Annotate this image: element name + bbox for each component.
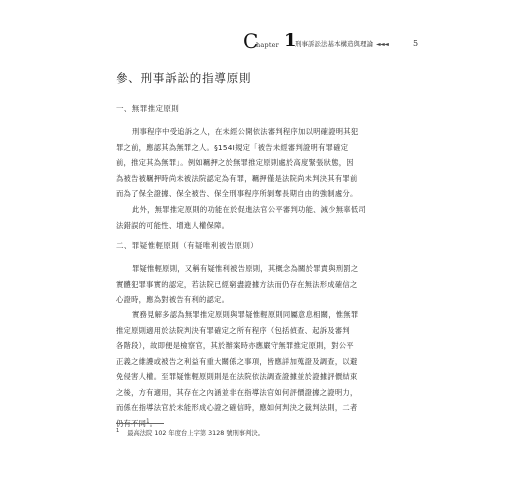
- paragraph-presumption-2: [116, 202, 406, 233]
- footnote-divider: [116, 423, 164, 424]
- sentence-end: 。: [149, 418, 158, 428]
- text-line: 刑事程序中受追訴之人，在未經公開依法審判程序加以明確證明其犯: [132, 127, 359, 136]
- chapter-number: 1: [284, 30, 297, 51]
- chapter-title-text: 刑事訴訟法基本構造與理論: [295, 40, 373, 48]
- chapter-title: [295, 39, 388, 48]
- section-title: 參、刑事訴訟的指導原則: [116, 71, 252, 85]
- text-line: 罪疑惟輕原則，又稱有疑惟利被告原則，其概念為關於罪責與刑罰之: [132, 264, 359, 273]
- footnote: [116, 428, 264, 437]
- text-line: 前，推定其為無罪」。例如羈押之於無罪推定原則處於高度緊張狀態，因: [116, 158, 354, 167]
- text-line: 此外，無罪推定原則的功能在於促進法官公平審判功能、減少無辜低司: [132, 205, 366, 214]
- chapter-initial: C: [243, 29, 259, 53]
- text-line: 推定原則適用於法院判決有罪確定之所有程序（包括偵查、起訴及審判: [116, 325, 350, 335]
- text-line: 為被告被羈押時尚未被法院認定為有罪，羈押僅是法院尚未判決其有罪前: [116, 173, 358, 183]
- paragraph-in-dubio-1: [116, 261, 406, 308]
- paragraph-in-dubio-2: [116, 307, 406, 431]
- text-line: 心證時，應為對被告有利的認定。: [116, 295, 230, 304]
- page-number: 5: [413, 39, 419, 48]
- text-line: 實務見解多認為無罪推定原則與罪疑惟輕原則同屬意息相關，惟無罪: [132, 310, 359, 319]
- text-line: 實體犯罪事實的認定，若法院已經窮盡證據方法而仍存在無法形成確信之: [116, 279, 358, 289]
- text-line: 正義之維護或被告之利益有重大關係之事項，皆應詳加蒐證及調查，以避: [116, 356, 358, 366]
- text-line: 而係在指導法官於未能形成心證之確信時，應如何判決之裁判法則，二者: [116, 403, 358, 412]
- text-line: 免侵害人權。至罪疑惟輕原則則是在法院依法調查證據並於證據評價結束: [116, 372, 358, 381]
- footnote-reference[interactable]: 1: [146, 418, 150, 425]
- text-line: 而為了保全證據、保全被告、保全刑事程序所剝奪長期自由的強制處分。: [116, 189, 358, 198]
- subsection-title-1: 一、無罪推定原則: [116, 104, 180, 113]
- text-line-content: 仍有不同: [116, 418, 147, 428]
- paragraph-presumption-1: [116, 124, 406, 202]
- chapter-word: hapter: [256, 41, 279, 49]
- text-line: 罪之前，應認其為無罪之人。§154Ⅰ規定「被告未經審判證明有罪確定: [116, 142, 349, 152]
- footnote-mark: 1: [116, 428, 120, 434]
- arrows-icon: ◄◄◄: [376, 41, 389, 48]
- text-line: 之後，方有適用，其存在之內涵並非在指導法官如何評價證據之證明力，: [116, 387, 358, 397]
- footnote-text: 最高法院 102 年度台上字第 3128 號刑事判決。: [127, 430, 264, 438]
- subsection-title-2: 二、罪疑惟輕原則（有疑唯利被告原則）: [116, 241, 259, 250]
- text-line: 法錯誤的可能性、增進人權保障。: [116, 220, 230, 230]
- text-line: 各階段），故即便是檢察官，其於辦案時亦應嚴守無罪推定原則，對公平: [116, 341, 354, 350]
- running-header: [243, 29, 408, 53]
